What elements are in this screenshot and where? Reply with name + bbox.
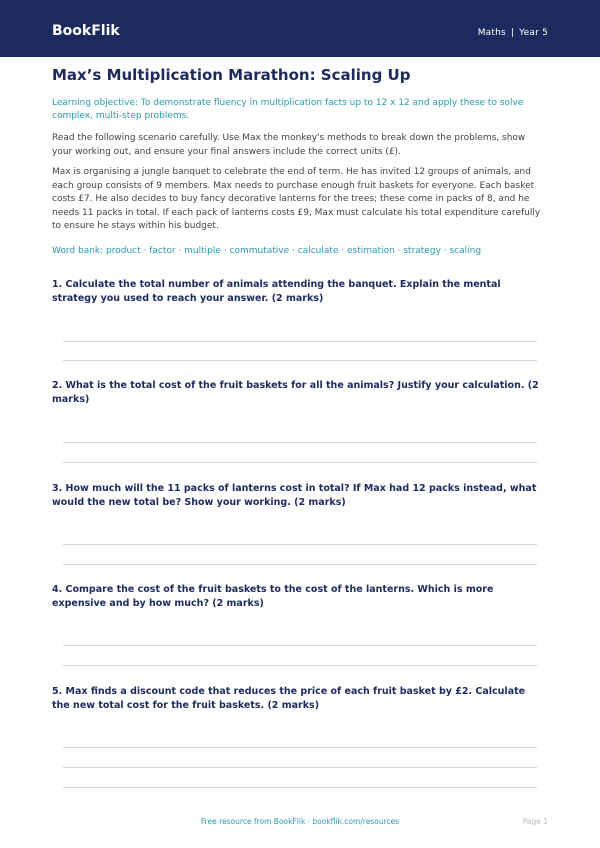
scenario-paragraph: Max is organising a jungle banquet to celebrate the end of term. He has invited 12 groups of animals, and each group consists of 9 members. Max needs to purchase enough fruit baskets for everyone. Each basket costs £7. He also decides to buy fancy decorative lanterns for the trees; these come in packs of 8, and he needs 11 packs in total. If each pack of lanterns costs £9, Max must calculate his total expenditure carefully to ensure he stays within his budget. bbox=[52, 167, 541, 231]
year-label: Year 5 bbox=[519, 28, 548, 38]
answer-line[interactable] bbox=[63, 462, 537, 463]
answer-line[interactable] bbox=[63, 544, 537, 545]
answer-line[interactable] bbox=[63, 442, 537, 443]
subject-label: Maths bbox=[477, 28, 506, 38]
header-meta bbox=[478, 28, 548, 38]
question-3: 3. How much will the 11 packs of lanterns cost in total? If Max had 12 packs instead, what would the new total be? Show your working. (2 marks) bbox=[52, 483, 537, 508]
meta-separator: | bbox=[510, 28, 515, 38]
word-bank: Word bank: product · factor · multiple · commutative · calculate · estimation · strategy · scaling bbox=[52, 246, 482, 256]
question-5: 5. Max finds a discount code that reduces the price of each fruit basket by £2. Calculate the new total cost for the fruit baskets. (2 marks) bbox=[52, 686, 526, 711]
page-title: Max’s Multiplication Marathon: Scaling Up bbox=[52, 66, 411, 84]
question-4: 4. Compare the cost of the fruit baskets to the cost of the lanterns. Which is more expensive and by how much? (2 marks) bbox=[52, 584, 494, 609]
answer-line[interactable] bbox=[63, 341, 537, 342]
learning-objective: Learning objective: To demonstrate fluency in multiplication facts up to 12 x 12 and apply these to solve complex, multi-step problems. bbox=[52, 98, 524, 121]
footer-text[interactable]: Free resource from BookFlik · bookflik.com/resources bbox=[200, 817, 400, 826]
page-number: Page 1 bbox=[522, 817, 548, 826]
answer-line[interactable] bbox=[63, 564, 537, 565]
answer-line[interactable] bbox=[63, 767, 537, 768]
question-2: 2. What is the total cost of the fruit baskets for all the animals? Justify your calculation. (2 marks) bbox=[52, 380, 539, 405]
brand-logo[interactable]: BookFlik bbox=[52, 23, 120, 39]
answer-line[interactable] bbox=[63, 747, 537, 748]
answer-line[interactable] bbox=[63, 787, 537, 788]
answer-line[interactable] bbox=[63, 645, 537, 646]
header-bar bbox=[0, 0, 600, 57]
intro-paragraph: Read the following scenario carefully. Use Max the monkey's methods to break down the problems, show your working out, and ensure your final answers include the correct units (£). bbox=[52, 133, 526, 157]
question-1: 1. Calculate the total number of animals attending the banquet. Explain the mental strategy you used to reach your answer. (2 marks) bbox=[52, 279, 501, 304]
answer-line[interactable] bbox=[63, 360, 537, 361]
answer-line[interactable] bbox=[63, 665, 537, 666]
